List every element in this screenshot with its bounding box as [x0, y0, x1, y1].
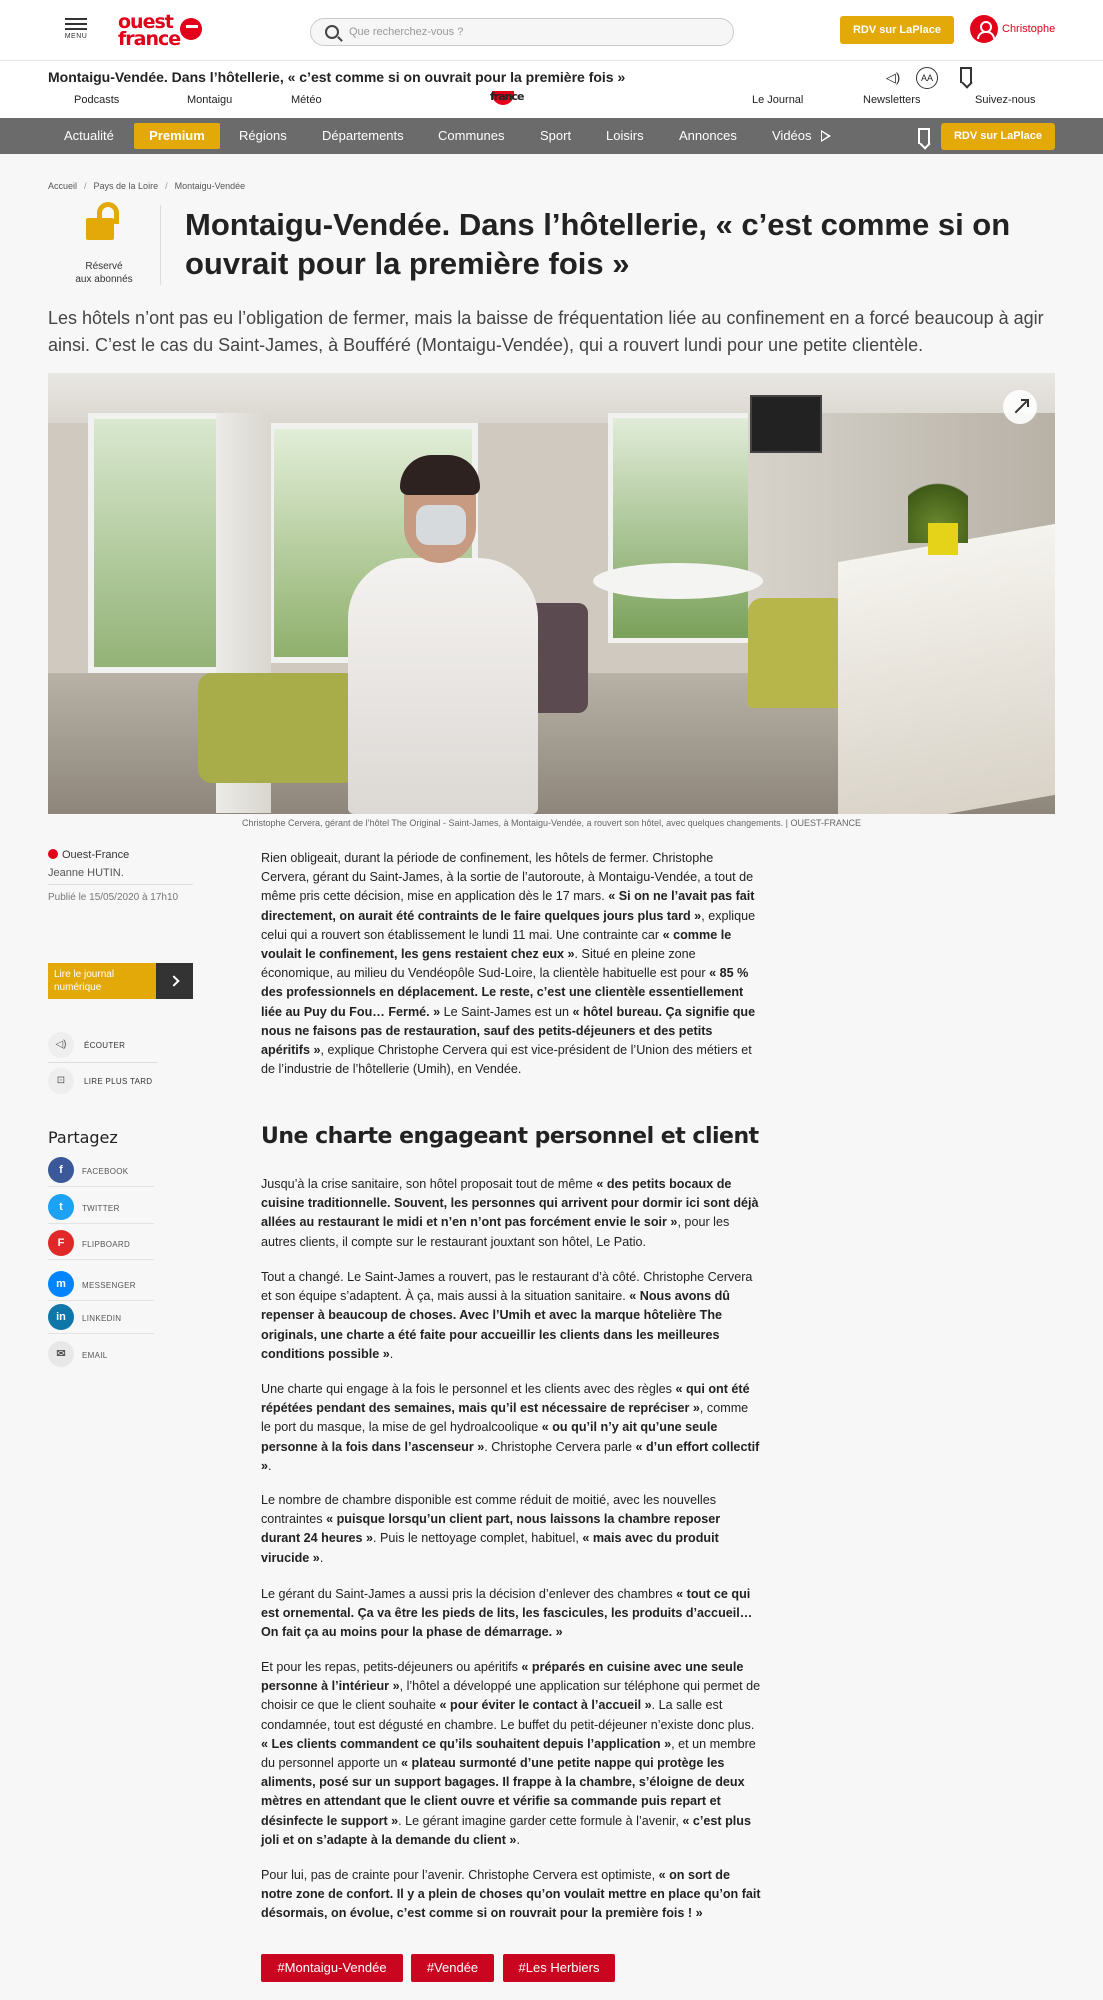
top-header	[0, 0, 1103, 60]
paragraph-text: , l’hôtel a développé une application sur téléphone qui permet de choisir ce que le client souhaite	[261, 1679, 761, 1713]
subscriber-label-line2: aux abonnés	[75, 274, 133, 285]
photo-chair	[748, 598, 848, 708]
paragraph-text: Tout a changé. Le Saint-James a rouvert, pas le restaurant d’à côté. Christophe Cervera et son équipe s’adaptent. À ça, mais aussi à la situation sanitaire.	[261, 1270, 753, 1304]
nav-rdv-laplace-button[interactable]: RDV sur LaPlace	[941, 123, 1055, 150]
photo-bar-counter	[838, 524, 1055, 814]
quote-text: « Si on ne l’avait pas fait directement, on aurait été contraints de le faire quelques jours plus tard »	[261, 889, 755, 923]
paragraph-text: , explique Christophe Cervera qui est vice-président de l’Union des métiers et de l’industrie de l’hôtellerie (Umih), en Vendée.	[261, 1043, 752, 1077]
paragraph-text: Une charte qui engage à la fois le personnel et les clients avec des règles	[261, 1382, 676, 1396]
share-heading: Partagez	[48, 1128, 118, 1147]
user-avatar-icon	[970, 15, 998, 43]
photo-window	[608, 413, 758, 643]
listen-icon[interactable]: ◁)	[885, 70, 901, 85]
rdv-laplace-button[interactable]: RDV sur LaPlace	[840, 16, 954, 44]
bookmark-icon: ⊡	[48, 1068, 74, 1094]
quote-text: « mais avec du produit virucide »	[261, 1531, 719, 1565]
article-paragraph	[261, 1585, 761, 1643]
paragraph-text: .	[319, 1550, 324, 1565]
logo-fragment-text: france	[490, 90, 524, 103]
sticky-title: Montaigu-Vendée. Dans l’hôtellerie, « c’est comme si on ouvrait pour la première fois »	[48, 69, 626, 85]
photo-caption: Christophe Cervera, gérant de l’hôtel The Original - Saint-James, à Montaigu-Vendée, a rouvert son hôtel, avec quelques changements. | OUEST-FRANCE	[242, 818, 861, 828]
quote-text: « Nous avons dû repenser à beaucoup de choses. Avec l’Umih et avec la marque hôtelière The originals, une charte a été faite pour accueillir les clients dans les meilleures conditions possible »	[261, 1289, 731, 1361]
divider	[48, 884, 193, 885]
linkedin-icon: in	[48, 1304, 74, 1330]
share-linkedin[interactable]	[48, 1304, 154, 1334]
quote-text: « Les clients commandent ce qu’ils souhaitent depuis l’application »	[261, 1736, 672, 1751]
nav-videos[interactable]: Vidéos	[772, 128, 812, 143]
email-icon: ✉	[48, 1341, 74, 1367]
photo-plant-pot	[928, 523, 958, 555]
article-paragraph	[261, 1491, 761, 1568]
logo-fragment	[490, 88, 524, 112]
search-box	[310, 18, 734, 46]
quote-text: « tout ce qui est ornemental. Ça va être les pieds de lits, les fascicules, les produits d’accueil… On fait ça au moins pour la phase de démarrage. »	[261, 1587, 753, 1640]
share-flipboard[interactable]	[48, 1230, 154, 1260]
linkedin-share-icon[interactable]: in	[817, 72, 827, 84]
nav-annonces[interactable]: Annonces	[679, 128, 737, 143]
menu-button[interactable]	[62, 18, 90, 44]
quote-text: « préparés en cuisine avec une seule personne à l’intérieur »	[261, 1660, 744, 1694]
share-email-label: EMAIL	[82, 1351, 108, 1360]
subnav-le-journal[interactable]: Le Journal	[752, 94, 804, 106]
paragraph-text: Et pour les repas, petits-déjeuners ou apéritifs	[261, 1660, 522, 1674]
hamburger-icon	[62, 18, 90, 30]
share-twitter[interactable]	[48, 1194, 154, 1224]
share-facebook[interactable]	[48, 1157, 154, 1187]
quote-text: « des petits bocaux de cuisine traditionnelle. Souvent, les personnes qui arrivent pour dormir ici sont déjà allées au restaurant le midi et n’en n’ont pas forcément envie le soir »	[261, 1177, 759, 1230]
search-icon[interactable]	[325, 25, 339, 39]
quote-text: « hôtel bureau. Ça signifie que nous ne faisons pas de restauration, sauf des petits-déjeuners et des petits apéritifs »	[261, 1004, 756, 1058]
divider	[48, 1062, 158, 1063]
subnav-montaigu[interactable]: Montaigu	[187, 94, 233, 106]
font-size-icon[interactable]: AA	[916, 67, 938, 89]
logo-word-france: france	[118, 28, 181, 50]
paragraph-text: , pour les autres clients, il compte sur le restaurant jouxtant son hôtel, Le Patio.	[261, 1215, 730, 1249]
quote-text: « on sort de notre zone de confort. Il y a plein de choses qu’on voulait mettre en place qu’on fait désormais, on évolue, c’est comme si on rouvrait pour la première fois ! »	[261, 1868, 761, 1921]
flipboard-share-icon[interactable]: F	[787, 72, 795, 84]
quote-text: « d’un effort collectif »	[261, 1439, 760, 1473]
twitter-icon: t	[48, 1194, 74, 1220]
speaker-icon: ◁)	[48, 1032, 74, 1058]
share-messenger[interactable]	[48, 1271, 154, 1301]
listen-button[interactable]	[48, 1032, 158, 1062]
quote-text: « qui ont été répétées pendant des semaines, mais qu’il est nécessaire de repréciser »	[261, 1382, 750, 1416]
breadcrumb-separator: /	[84, 181, 87, 191]
subnav-podcasts[interactable]: Podcasts	[74, 94, 120, 106]
photo-table	[593, 563, 763, 599]
divider	[160, 205, 161, 285]
quote-text: « plateau surmonté d’une petite nappe qui protège les aliments, posé sur un support bagages. Il frappe à la chambre, s’éloigne de deux mètres en attendant que le client ouvre et vérifie sa commande puis repart et désinfecte le support »	[261, 1756, 745, 1828]
subnav-newsletters[interactable]: Newsletters	[863, 94, 921, 106]
read-digital-journal-button[interactable]	[48, 963, 193, 999]
tag-montaigu-vendee[interactable]: #Montaigu-Vendée	[261, 1954, 403, 1982]
nav-premium[interactable]: Premium	[134, 123, 220, 149]
article-paragraph	[261, 1658, 761, 1850]
article-title: Montaigu-Vendée. Dans l’hôtellerie, « c’est comme si on ouvrait pour la première fois »	[185, 207, 1011, 281]
ouest-france-dot-icon	[48, 849, 58, 859]
quote-text: « pour éviter le contact à l’accueil »	[439, 1698, 652, 1713]
twitter-share-icon[interactable]: t	[758, 72, 762, 84]
share-linkedin-label: LINKEDIN	[82, 1314, 122, 1323]
paragraph-text: . Puis le nettoyage complet, habituel,	[373, 1531, 583, 1546]
quote-text: « puisque lorsqu’un client part, nous laissons la chambre reposer durant 24 heures »	[261, 1512, 721, 1546]
article-photo[interactable]	[48, 373, 1055, 814]
paragraph-text: Le nombre de chambre disponible est comme réduit de moitié, avec les nouvelles contraintes	[261, 1493, 717, 1527]
ouest-france-logo[interactable]	[118, 11, 208, 50]
article-source	[48, 849, 129, 861]
paragraph-text: .	[389, 1346, 394, 1361]
main-navigation	[0, 118, 1103, 154]
paragraph-text: Pour lui, pas de crainte pour l’avenir. Christophe Cervera est optimiste,	[261, 1868, 659, 1882]
facebook-share-icon[interactable]: f	[727, 72, 731, 84]
breadcrumb	[48, 181, 245, 191]
article-paragraph	[261, 1175, 761, 1252]
article-paragraph	[261, 1866, 761, 1924]
quote-text: « ou qu’il n’y ait qu’une seule personne à la fois dans l’ascenseur »	[261, 1420, 718, 1454]
bookmark-icon[interactable]	[960, 67, 972, 83]
paragraph-text: Le Saint-James est un	[440, 1004, 573, 1019]
article-paragraph	[261, 1380, 761, 1476]
paragraph-text: . La salle est condamnée, tout est dégusté en chambre. Le buffet du petit-déjeuner n’existe donc plus.	[261, 1698, 755, 1732]
paragraph-text: , explique celui qui a rouvert son établissement le lundi 11 mai. Une contrainte car	[261, 908, 756, 942]
nav-departements[interactable]: Départements	[322, 128, 404, 143]
tag-vendee[interactable]: #Vendée	[411, 1954, 494, 1982]
read-digital-journal-label: Lire le journal numérique	[48, 963, 156, 999]
source-name: Ouest-France	[62, 849, 130, 861]
read-later-label: LIRE PLUS TARD	[84, 1077, 153, 1086]
breadcrumb-accueil[interactable]: Accueil	[48, 181, 78, 191]
share-flipboard-label: FLIPBOARD	[82, 1240, 131, 1249]
paragraph-text: . Christophe Cervera parle	[484, 1439, 636, 1454]
tag-les-herbiers[interactable]: #Les Herbiers	[503, 1954, 615, 1982]
paragraph-text: , comme le port du masque, la mise de gel hydroalcoolique	[261, 1401, 749, 1435]
unlock-icon-body	[86, 218, 114, 240]
share-twitter-label: TWITTER	[82, 1204, 120, 1213]
logo-word-ouest: ouest	[118, 11, 173, 33]
facebook-icon: f	[48, 1157, 74, 1183]
paragraph-text: . Le gérant imagine garder cette formule à l’avenir,	[398, 1813, 683, 1828]
subnav-suivez-nous[interactable]: Suivez-nous	[975, 94, 1036, 106]
paragraph-text: Rien obligeait, durant la période de confinement, les hôtels de fermer. Christophe Cervera, gérant du Saint-James, à la sortie de l’autoroute, à Montaigu-Vendée, a tout de même pris cette décision, mise en application dès le 17 mars.	[261, 851, 754, 904]
expand-icon[interactable]	[1003, 390, 1037, 424]
paragraph-text: .	[268, 1458, 272, 1473]
article-paragraph	[261, 849, 761, 1079]
play-icon	[821, 130, 831, 142]
nav-regions[interactable]: Régions	[239, 128, 287, 143]
photo-person-body	[348, 558, 538, 814]
quote-text: « 85 % des professionnels en déplacement. Le reste, c’est une clientèle essentiellement liée au Puy du Fou… Fermé. »	[261, 966, 749, 1019]
listen-label: ÉCOUTER	[84, 1041, 126, 1050]
photo-window	[88, 413, 228, 673]
breadcrumb-separator: /	[165, 181, 168, 191]
user-name: Christophe	[1002, 23, 1056, 35]
breadcrumb-commune[interactable]: Montaigu-Vendée	[174, 181, 246, 191]
photo-person-mask	[416, 505, 466, 545]
nav-sport[interactable]: Sport	[540, 128, 572, 143]
paragraph-text: . Situé en pleine zone économique, au milieu du Vendéopôle Sud-Loire, la clientèle habituelle est pour	[261, 947, 710, 981]
breadcrumb-region[interactable]: Pays de la Loire	[93, 181, 159, 191]
secondary-menu	[0, 92, 1103, 118]
nav-communes[interactable]: Communes	[438, 128, 505, 143]
subnav-meteo[interactable]: Météo	[291, 94, 322, 106]
search-input[interactable]	[349, 23, 719, 41]
read-later-button[interactable]	[48, 1068, 158, 1098]
quote-text: « c’est plus joli et on s’adapte à la demande du client »	[261, 1813, 751, 1847]
logo-mark-icon	[180, 18, 202, 40]
nav-actualite[interactable]: Actualité	[64, 128, 114, 143]
nav-loisirs[interactable]: Loisirs	[606, 128, 644, 143]
subscriber-label	[48, 260, 160, 286]
menu-label: MENU	[64, 33, 88, 40]
paragraph-text: Jusqu’à la crise sanitaire, son hôtel proposait tout de même	[261, 1177, 597, 1191]
article-author: Jeanne HUTIN.	[48, 867, 124, 879]
sticky-article-bar	[0, 60, 1103, 92]
paragraph-text: , et un membre du personnel apporte un	[261, 1736, 756, 1771]
share-email[interactable]	[48, 1341, 154, 1371]
paragraph-text: .	[516, 1832, 520, 1847]
article-paragraph	[261, 1268, 761, 1364]
quote-text: « comme le voulait le confinement, les gens restaient chez eux »	[261, 927, 732, 962]
subscriber-badge	[48, 200, 160, 290]
share-messenger-label: MESSENGER	[82, 1281, 136, 1290]
flipboard-icon: F	[48, 1230, 74, 1256]
chevron-right-icon	[156, 963, 193, 999]
article-subtitle: Une charte engageant personnel et client	[261, 1124, 759, 1149]
publication-date: Publié le 15/05/2020 à 17h10	[48, 892, 179, 903]
subscriber-label-line1: Réservé	[85, 261, 123, 272]
article-lead: Les hôtels n’ont pas eu l’obligation de fermer, mais la baisse de fréquentation liée au confinement en a forcé beaucoup à agir ainsi. C’est le cas du Saint-James, à Boufféré (Montaigu-Vendée), qui a rouvert lundi pour une petite clientèle.	[48, 308, 1044, 355]
photo-armchair	[198, 673, 358, 783]
photo-television	[750, 395, 822, 453]
messenger-icon: m	[48, 1271, 74, 1297]
share-facebook-label: FACEBOOK	[82, 1167, 129, 1176]
paragraph-text: Le gérant du Saint-James a aussi pris la décision d’enlever des chambres	[261, 1587, 677, 1601]
nav-bookmark-icon[interactable]	[918, 128, 930, 144]
